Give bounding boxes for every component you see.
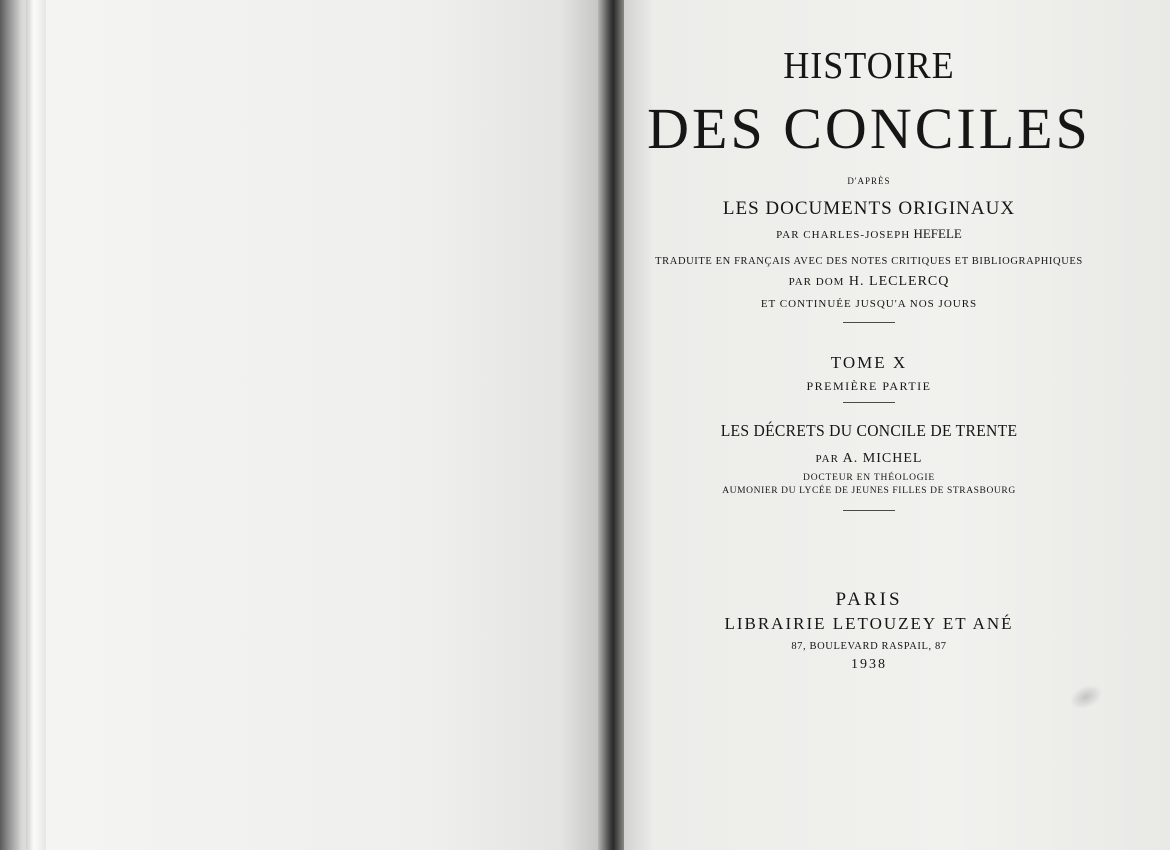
volume-label: TOME X <box>830 353 908 372</box>
translator-prefix: PAR DOM <box>788 276 845 288</box>
publisher-city: PARIS <box>835 589 903 610</box>
volume-part-label: PREMIÈRE PARTIE <box>806 379 932 393</box>
section-author-prefix: PAR <box>815 453 839 465</box>
title-page-content <box>624 0 1114 673</box>
publisher-address: 87, BOULEVARD RASPAIL, 87 <box>791 641 947 652</box>
section-title: LES DÉCRETS DU CONCILE DE TRENTE <box>720 421 1018 440</box>
section-author-title-2: AUMONIER DU LYCÉE DE JEUNES FILLES DE STRASBOURG <box>722 486 1016 496</box>
section-author-line <box>624 451 1114 467</box>
translator-name: H. LECLERCQ <box>848 274 950 289</box>
publication-year: 1938 <box>851 657 887 672</box>
title-line-histoire: HISTOIRE <box>783 45 955 87</box>
ink-smudge <box>1066 680 1106 714</box>
translation-line: TRADUITE EN FRANÇAIS AVEC DES NOTES CRITIQUES ET BIBLIOGRAPHIQUES <box>655 256 1083 267</box>
section-author-title-1: DOCTEUR EN THÉOLOGIE <box>803 473 935 483</box>
title-line-des-conciles: DES CONCILES <box>647 96 1091 161</box>
book-gutter <box>598 0 626 850</box>
author-line <box>624 226 1114 242</box>
author-name: HEFELE <box>913 226 962 241</box>
translator-line <box>624 274 1114 290</box>
divider-rule-2 <box>843 402 895 403</box>
section-author-name: A. MICHEL <box>842 451 923 466</box>
continued-line: ET CONTINUÉE JUSQU'A NOS JOURS <box>760 298 978 310</box>
page-edge-stack <box>26 0 46 850</box>
title-page <box>624 0 1170 850</box>
divider-rule-1 <box>843 322 895 323</box>
publisher-name: LIBRAIRIE LETOUZEY ET ANÉ <box>724 614 1014 633</box>
dapres-label: D'APRÈS <box>847 176 891 186</box>
author-prefix: PAR CHARLES-JOSEPH <box>776 229 911 241</box>
divider-rule-3 <box>843 510 895 511</box>
subtitle: LES DOCUMENTS ORIGINAUX <box>722 198 1016 219</box>
